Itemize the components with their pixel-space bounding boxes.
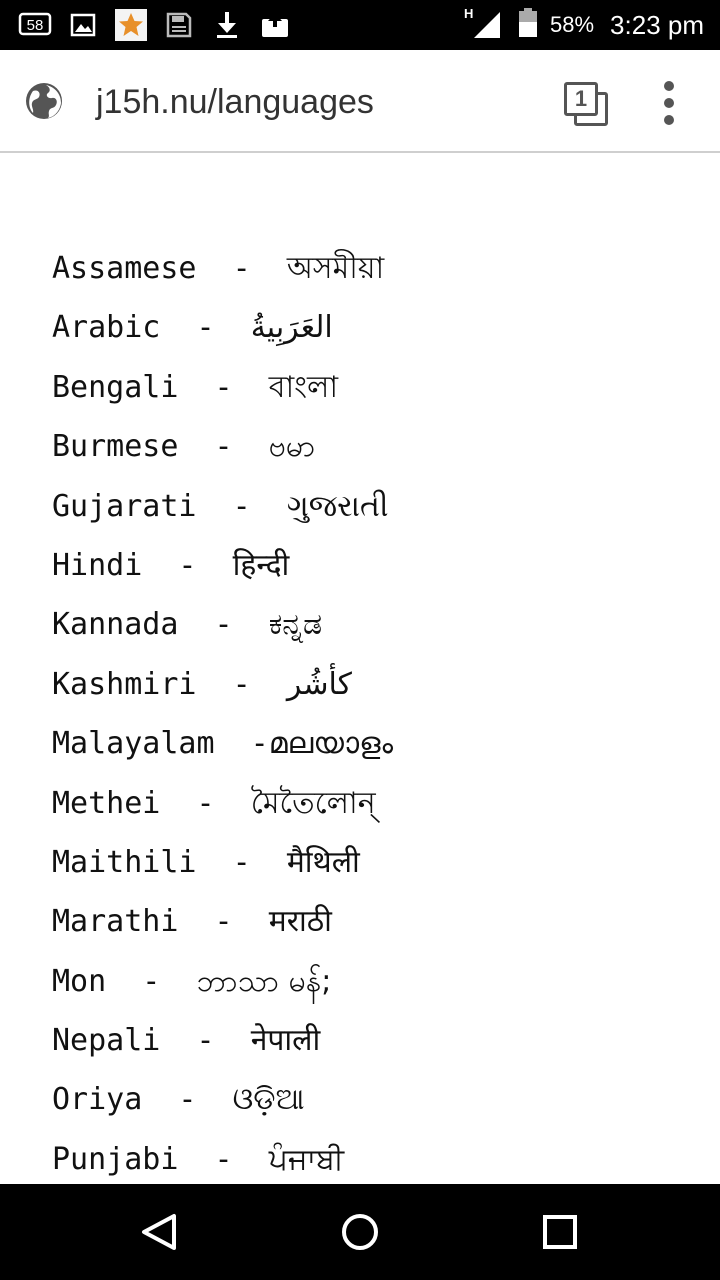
download-icon — [210, 10, 244, 40]
native-name: ಕನ್ನಡ — [268, 607, 323, 643]
language-name: Hindi — [52, 547, 143, 583]
language-name: Methei — [52, 785, 161, 821]
image-icon — [66, 10, 100, 40]
save-icon — [162, 10, 196, 40]
back-button[interactable] — [136, 1208, 184, 1256]
native-name: मराठी — [268, 904, 332, 940]
separator: - — [160, 1023, 251, 1059]
menu-dot-icon — [664, 81, 674, 91]
language-item — [52, 900, 393, 959]
separator: - — [178, 607, 269, 643]
separator: - — [214, 726, 269, 762]
notification-count-icon — [18, 10, 52, 40]
language-item — [52, 306, 393, 365]
language-name: Nepali — [52, 1023, 161, 1059]
native-name: বাংলা — [268, 369, 339, 405]
status-bar — [0, 0, 720, 50]
network-type-label: H — [464, 6, 474, 21]
native-name: मैथिली — [286, 844, 360, 880]
language-item — [52, 841, 393, 900]
page-content — [0, 155, 720, 1184]
separator: - — [160, 785, 251, 821]
star-app-icon — [114, 10, 148, 40]
language-name: Oriya — [52, 1082, 143, 1118]
native-name: ગુજરાતી — [286, 488, 389, 524]
native-name: অসমীয়া — [286, 251, 385, 286]
menu-dot-icon — [664, 98, 674, 108]
language-list — [52, 247, 393, 1184]
language-name: Gujarati — [52, 488, 197, 524]
separator: - — [106, 963, 197, 999]
language-item — [52, 603, 393, 662]
language-name: Bengali — [52, 369, 179, 405]
tab-switcher-button[interactable] — [562, 80, 612, 128]
language-name: Marathi — [52, 904, 179, 940]
native-name: ဘာသာ မန်; — [196, 963, 332, 999]
home-icon — [336, 1208, 384, 1256]
recent-apps-icon — [536, 1208, 584, 1256]
language-name: Kannada — [52, 607, 179, 643]
separator: - — [196, 666, 287, 702]
language-item — [52, 366, 393, 425]
battery-percent: 58% — [550, 12, 595, 37]
menu-dot-icon — [664, 115, 674, 125]
language-item — [52, 247, 393, 306]
native-name: ଓଡ଼ିଆ — [232, 1082, 305, 1118]
language-name: Malayalam — [52, 726, 215, 762]
share-icon — [258, 10, 292, 40]
language-item — [52, 425, 393, 484]
language-item — [52, 782, 393, 841]
tab-count: 1 — [564, 82, 598, 116]
language-item — [52, 1138, 393, 1184]
language-item — [52, 1078, 393, 1137]
language-item — [52, 663, 393, 722]
language-name: Arabic — [52, 310, 161, 346]
battery-icon — [518, 8, 538, 42]
native-name: മലയാളം — [268, 726, 394, 762]
language-name: Burmese — [52, 429, 179, 465]
clock: 3:23 pm — [610, 9, 704, 40]
native-name: العَرَبِيةُ — [250, 310, 333, 346]
overflow-menu-button[interactable] — [656, 81, 682, 125]
language-name: Kashmiri — [52, 666, 197, 702]
home-button[interactable] — [336, 1208, 384, 1256]
separator: - — [160, 310, 251, 346]
separator: - — [142, 547, 233, 583]
separator: - — [178, 904, 269, 940]
language-name: Maithili — [52, 844, 197, 880]
language-item — [52, 485, 393, 544]
native-name: كأشُر — [286, 666, 352, 702]
language-name: Punjabi — [52, 1141, 179, 1177]
separator: - — [178, 429, 269, 465]
native-name: ဗမာ — [268, 429, 316, 465]
native-name: ਪੰਜਾਬੀ — [268, 1141, 345, 1177]
url-bar[interactable]: j15h.nu/languages — [96, 83, 374, 121]
separator: - — [196, 844, 287, 880]
native-name: हिन्दी — [232, 547, 290, 583]
separator: - — [142, 1082, 233, 1118]
separator: - — [196, 251, 287, 286]
navigation-bar — [0, 1184, 720, 1280]
notification-area — [18, 8, 306, 42]
language-item — [52, 544, 393, 603]
separator: - — [196, 488, 287, 524]
back-icon — [136, 1208, 184, 1256]
language-item — [52, 960, 393, 1019]
recent-apps-button[interactable] — [536, 1208, 584, 1256]
separator: - — [178, 369, 269, 405]
system-status — [464, 0, 704, 50]
notification-count: 58 — [26, 17, 44, 34]
language-item — [52, 722, 393, 781]
native-name: মৈতৈলোন্ — [250, 785, 376, 821]
signal-icon — [464, 6, 502, 40]
language-name: Mon — [52, 963, 107, 999]
separator: - — [178, 1141, 269, 1177]
language-name: Assamese — [52, 251, 197, 286]
browser-toolbar — [0, 50, 720, 153]
globe-icon[interactable] — [24, 81, 64, 121]
native-name: नेपाली — [250, 1023, 321, 1059]
language-item — [52, 1019, 393, 1078]
